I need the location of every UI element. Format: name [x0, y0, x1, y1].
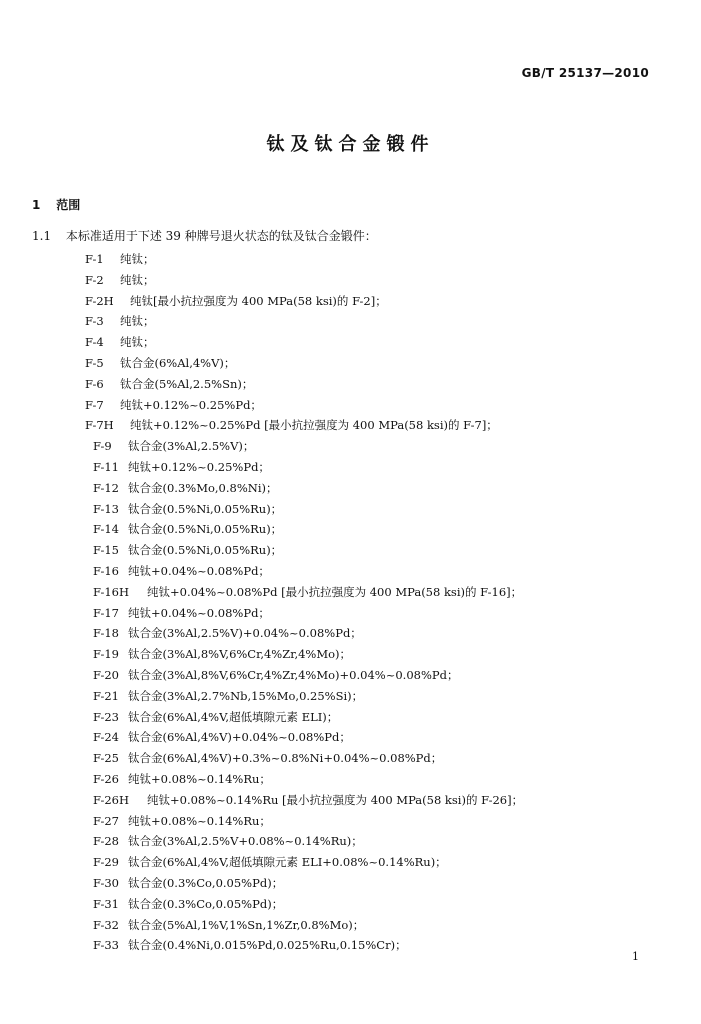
grade-description: 钛合金(3%Al,2.5%V)+0.04%~0.08%Pd；: [128, 626, 362, 641]
grade-description: 钛合金(0.3%Co,0.05%Pd)；: [128, 876, 284, 890]
grade-code: F-2: [85, 272, 104, 287]
grade-description: 钛合金(0.3%Mo,0.8%Ni)；: [128, 480, 278, 495]
grade-code: F-4: [85, 335, 104, 350]
grade-description: 钛合金(3%Al,2.7%Nb,15%Mo,0.25%Si)；: [128, 688, 364, 703]
grade-code: F-21: [93, 688, 119, 703]
grade-code: F-31: [93, 896, 119, 911]
clause-text: 本标准适用于下述 39 种牌号退火状态的钛及钛合金锻件：: [65, 229, 377, 243]
grade-description: 纯钛+0.08%~0.14%Ru；: [128, 813, 271, 828]
grade-description: 纯钛+0.04%~0.08%Pd；: [128, 605, 270, 620]
grade-code: F-17: [93, 605, 119, 620]
grade-code: F-32: [93, 917, 119, 932]
page-number: 1: [632, 950, 639, 963]
standard-code: GB/T 25137—2010: [521, 66, 649, 80]
grade-description: 钛合金(0.5%Ni,0.05%Ru)；: [128, 501, 283, 516]
grade-code: F-26H: [93, 792, 130, 807]
grade-code: F-20: [93, 668, 119, 682]
grade-description: 纯钛+0.12%~0.25%Pd；: [120, 397, 262, 412]
grade-description: 纯钛；: [120, 252, 155, 266]
grade-description: 钛合金(0.3%Co,0.05%Pd)；: [128, 896, 284, 911]
grade-description: 钛合金(0.5%Ni,0.05%Ru)；: [128, 543, 283, 558]
section-title: 范围: [56, 198, 81, 212]
grade-code: F-2H: [85, 293, 114, 308]
grade-code: F-27: [93, 813, 119, 828]
grade-description: 钛合金(6%Al,4%V)+0.04%~0.08%Pd；: [128, 730, 351, 745]
grade-code: F-16H: [93, 584, 130, 599]
clause-1-1: [32, 227, 377, 244]
grade-code: F-3: [85, 314, 104, 329]
grade-code: F-16: [93, 564, 119, 578]
grade-code: F-9: [93, 439, 112, 454]
grade-description: 钛合金(6%Al,4%V)+0.3%~0.8%Ni+0.04%~0.08%Pd；: [128, 751, 443, 766]
grade-code: F-14: [93, 522, 119, 537]
grade-description: 钛合金(6%Al,4%V,超低填隙元素 ELI)；: [128, 709, 339, 724]
grade-description: 钛合金(5%Al,1%V,1%Sn,1%Zr,0.8%Mo)；: [128, 917, 365, 932]
grade-code: F-29: [93, 855, 119, 870]
grade-code: F-6: [85, 376, 104, 391]
grade-description: 纯钛+0.08%~0.14%Ru [最小抗拉强度为 400 MPa(58 ksi)的 F-26]；: [147, 792, 524, 807]
grade-description: 纯钛+0.12%~0.25%Pd；: [128, 460, 270, 474]
grade-code: F-18: [93, 626, 119, 641]
grade-code: F-15: [93, 543, 119, 558]
grade-code: F-13: [93, 501, 119, 516]
grade-code: F-23: [93, 709, 119, 724]
grade-code: F-24: [93, 730, 119, 745]
section-number: 1: [32, 198, 41, 212]
grade-description: 钛合金(6%Al,4%V,超低填隙元素 ELI+0.08%~0.14%Ru)；: [128, 855, 447, 870]
grade-code: F-19: [93, 647, 119, 662]
grade-code: F-1: [85, 252, 104, 266]
grade-description: 纯钛+0.12%~0.25%Pd [最小抗拉强度为 400 MPa(58 ksi)的 F-7]；: [130, 418, 498, 433]
grade-description: 钛合金(0.4%Ni,0.015%Pd,0.025%Ru,0.15%Cr)；: [128, 938, 407, 953]
grade-description: 纯钛；: [120, 272, 155, 287]
grade-description: 钛合金(5%Al,2.5%Sn)；: [120, 376, 254, 391]
grade-description: 钛合金(6%Al,4%V)；: [120, 356, 236, 370]
grade-description: 纯钛；: [120, 335, 155, 350]
grade-description: 钛合金(3%Al,2.5%V)；: [128, 439, 255, 454]
grade-description: 纯钛；: [120, 314, 155, 329]
grade-code: F-11: [93, 460, 119, 474]
grade-code: F-30: [93, 876, 119, 890]
grade-description: 钛合金(3%Al,8%V,6%Cr,4%Zr,4%Mo)+0.04%~0.08%Pd；: [128, 668, 459, 682]
grade-code: F-7H: [85, 418, 114, 433]
clause-number: 1.1: [32, 229, 52, 243]
grade-description: 纯钛[最小抗拉强度为 400 MPa(58 ksi)的 F-2]；: [130, 293, 387, 308]
grade-description: 纯钛+0.08%~0.14%Ru；: [128, 772, 271, 786]
grade-description: 纯钛+0.04%~0.08%Pd；: [128, 564, 270, 578]
grade-code: F-5: [85, 356, 104, 370]
grade-code: F-26: [93, 772, 119, 786]
document-title: 钛及钛合金锻件: [266, 134, 435, 155]
grade-code: F-12: [93, 480, 119, 495]
grade-description: 纯钛+0.04%~0.08%Pd [最小抗拉强度为 400 MPa(58 ksi)的 F-16]；: [147, 584, 523, 599]
grade-description: 钛合金(0.5%Ni,0.05%Ru)；: [128, 522, 283, 537]
grade-code: F-33: [93, 938, 119, 953]
section-heading: [32, 196, 80, 213]
grade-description: 钛合金(3%Al,2.5%V+0.08%~0.14%Ru)；: [128, 834, 363, 849]
grade-code: F-28: [93, 834, 119, 849]
grade-description: 钛合金(3%Al,8%V,6%Cr,4%Zr,4%Mo)；: [128, 647, 352, 662]
grade-code: F-7: [85, 397, 104, 412]
grade-code: F-25: [93, 751, 119, 766]
